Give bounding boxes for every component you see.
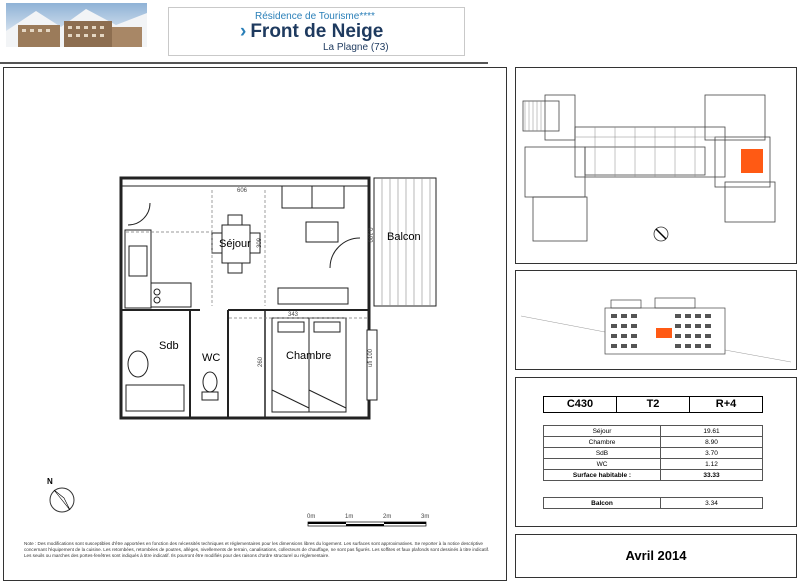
balcony-table	[543, 497, 763, 509]
dimension-window-width: 0.100	[366, 227, 373, 243]
scale-tick-2: 2m	[383, 514, 392, 520]
unit-highlight-plan	[741, 149, 763, 173]
brand-location: La Plagne (73)	[323, 42, 389, 53]
surface-label: Séjour	[544, 426, 661, 437]
dimension-chambre-depth: 260	[258, 356, 265, 368]
table-row-total	[544, 470, 763, 481]
surfaces-table	[543, 425, 763, 481]
unit-type: T2	[617, 397, 690, 412]
scale-tick-1: 1m	[345, 514, 354, 520]
dimension-balcony-window: ufi 100	[368, 348, 375, 368]
table-row	[544, 437, 763, 448]
balcony-label: Balcon	[544, 498, 661, 509]
total-value: 33.33	[661, 470, 763, 481]
room-label-chambre: Chambre	[286, 350, 332, 362]
surface-value: 1.12	[661, 459, 763, 470]
table-row	[544, 426, 763, 437]
surface-value: 8.90	[661, 437, 763, 448]
room-label-balcon: Balcon	[387, 231, 421, 243]
elevation-drawing	[515, 270, 797, 370]
surface-label: Chambre	[544, 437, 661, 448]
unit-floor: R+4	[715, 398, 737, 410]
scale-tick-3: 3m	[421, 514, 430, 520]
dimension-top-width: 606	[237, 188, 248, 194]
balcony-value: 3.34	[661, 498, 763, 509]
dimension-chambre-width: 343	[288, 312, 299, 318]
scale-bar	[308, 518, 448, 532]
building-plan-drawing	[515, 67, 797, 264]
compass-north-label: N	[47, 477, 53, 486]
plan-date: Avril 2014	[625, 548, 687, 563]
unit-code-row	[543, 396, 763, 413]
brand-subtitle: Résidence de Tourisme****	[255, 11, 375, 22]
compass-icon	[46, 482, 86, 522]
unit-code: C430	[544, 397, 617, 412]
chevron-right-icon: ›	[240, 21, 247, 42]
room-label-sejour: Séjour	[219, 238, 251, 250]
brand-title-text: Front de Neige	[250, 21, 384, 42]
room-label-sdb: Sdb	[159, 340, 179, 352]
scale-tick-0: 0m	[307, 514, 316, 520]
surface-value: 19.61	[661, 426, 763, 437]
room-label-wc: WC	[202, 352, 221, 364]
total-label: Surface habitable :	[544, 470, 661, 481]
surface-label: WC	[544, 459, 661, 470]
dimension-sejour-depth: 309	[257, 237, 264, 249]
unit-highlight-elevation	[656, 328, 672, 338]
surface-label: SdB	[544, 448, 661, 459]
table-row	[544, 498, 763, 509]
disclaimer-note: Note : Des modifications sont susceptibles d'être apportées en fonction des nécessités techniques et réglementaires pour les dimensions libres du logement. Les surfaces sont approximatives. Se reporter à la notice descriptive concernant l'équipement de la cuisine. Les retombées, retombées de poutres, allèges, nivellements de terrain, canalisations, collecteurs de chauffage, ne sont pas figurés. Les soffites et faux plafonds sont dessinés à titre indicatif. Les seuils ou marches des portes-fenêtres sont indiqués à titre indicatif. Ils pourront être modifiés pour des raisons d'ordre structurel ou réglementaire.	[24, 541, 490, 558]
table-row	[544, 448, 763, 459]
table-row	[544, 459, 763, 470]
surface-value: 3.70	[661, 448, 763, 459]
